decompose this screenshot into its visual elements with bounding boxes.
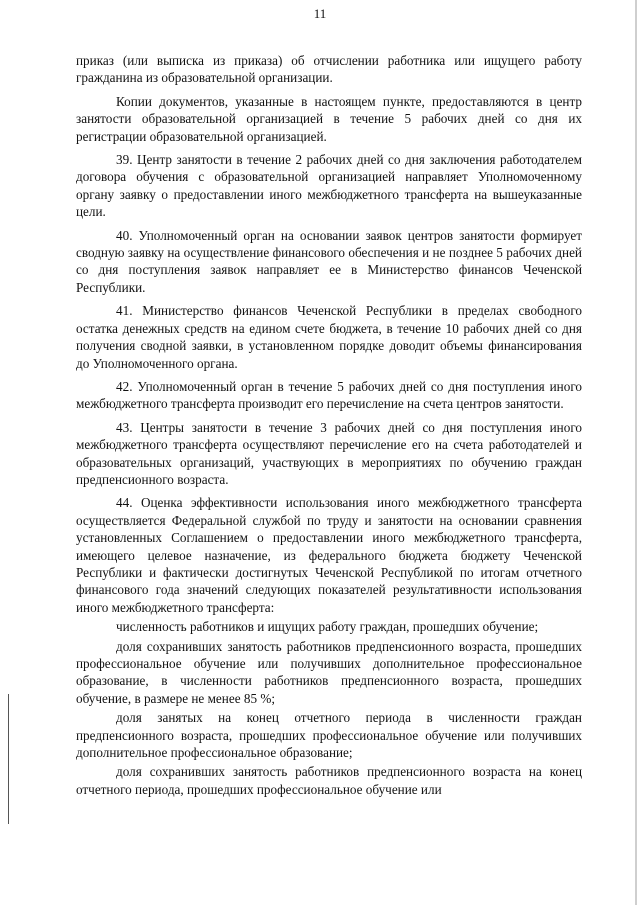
paragraph-continuation: приказ (или выписка из приказа) об отчислении работника или ищущего работу гражданина из образовательной организации. (76, 53, 582, 86)
indicator-item-4: доля сохранивших занятость работников предпенсионного возраста на конец отчетного периода, прошедших профессиональное обучение или (76, 764, 582, 797)
paragraph-39: 39. Центр занятости в течение 2 рабочих дней со дня заключения работодателем договора обучения с образовательной организацией направляет Уполномоченному органу заявку о предоставлении иного межбюджетного трансферта на вышеуказанные цели. (76, 152, 582, 220)
paragraph-41: 41. Министерство финансов Чеченской Республики в пределах свободного остатка денежных средств на едином счете бюджета, в течение 10 рабочих дней со дня получения сводной заявки, в установленном порядке доводит объемы финансирования до Уполномоченного органа. (76, 303, 582, 371)
page-number: 11 (313, 6, 327, 21)
indicator-item-2: доля сохранивших занятость работников предпенсионного возраста, прошедших профессиональное обучение или получивших дополнительное профессиональное образование, в численности работников предпенсионного возраста, прошедших обучение, в размере не менее 85 %; (76, 638, 582, 706)
indicator-item-3: доля занятых на конец отчетного периода в численности граждан предпенсионного возраста, прошедших профессиональное обучение или получивших дополнительное профессиональное образование; (76, 710, 582, 761)
paragraph-43: 43. Центры занятости в течение 3 рабочих дней со дня поступления иного межбюджетного трансферта осуществляют перечисление его на счета работодателей и образовательных организаций, участвующих в мероприятиях по обучению граждан предпенсионного возраста. (76, 419, 582, 487)
paragraph-42: 42. Уполномоченный орган в течение 5 рабочих дней со дня поступления иного межбюджетного трансферта производит его перечисление на счета центров занятости. (76, 378, 582, 412)
scan-edge-shadow (635, 0, 637, 905)
paragraph-44: 44. Оценка эффективности использования иного межбюджетного трансферта осуществляется Федеральной службой по труду и занятости на основании сравнения установленных Соглашением о предоставлении иного межбюджетного трансферта, имеющего целевое назначение, из федерального бюджета бюджету Чеченской Республики и фактически достигнутых Чеченской Республикой по итогам отчетного финансового года значений следующих показателей результативности использования иного межбюджетного трансферта: (76, 495, 582, 615)
scan-margin-mark (8, 694, 9, 824)
paragraph-40: 40. Уполномоченный орган на основании заявок центров занятости формирует сводную заявку на осуществление финансового обеспечения и не позднее 5 рабочих дней со дня поступления заявок направляет ее в Министерство финансов Чеченской Республики. (76, 227, 582, 295)
paragraph-document-copies: Копии документов, указанные в настоящем пункте, предоставляются в центр занятости образовательной организацией в течение 5 рабочих дней со дня их регистрации образовательной организацией. (76, 93, 582, 144)
document-body (76, 52, 582, 800)
indicator-item-1: численность работников и ищущих работу граждан, прошедших обучение; (116, 619, 539, 635)
